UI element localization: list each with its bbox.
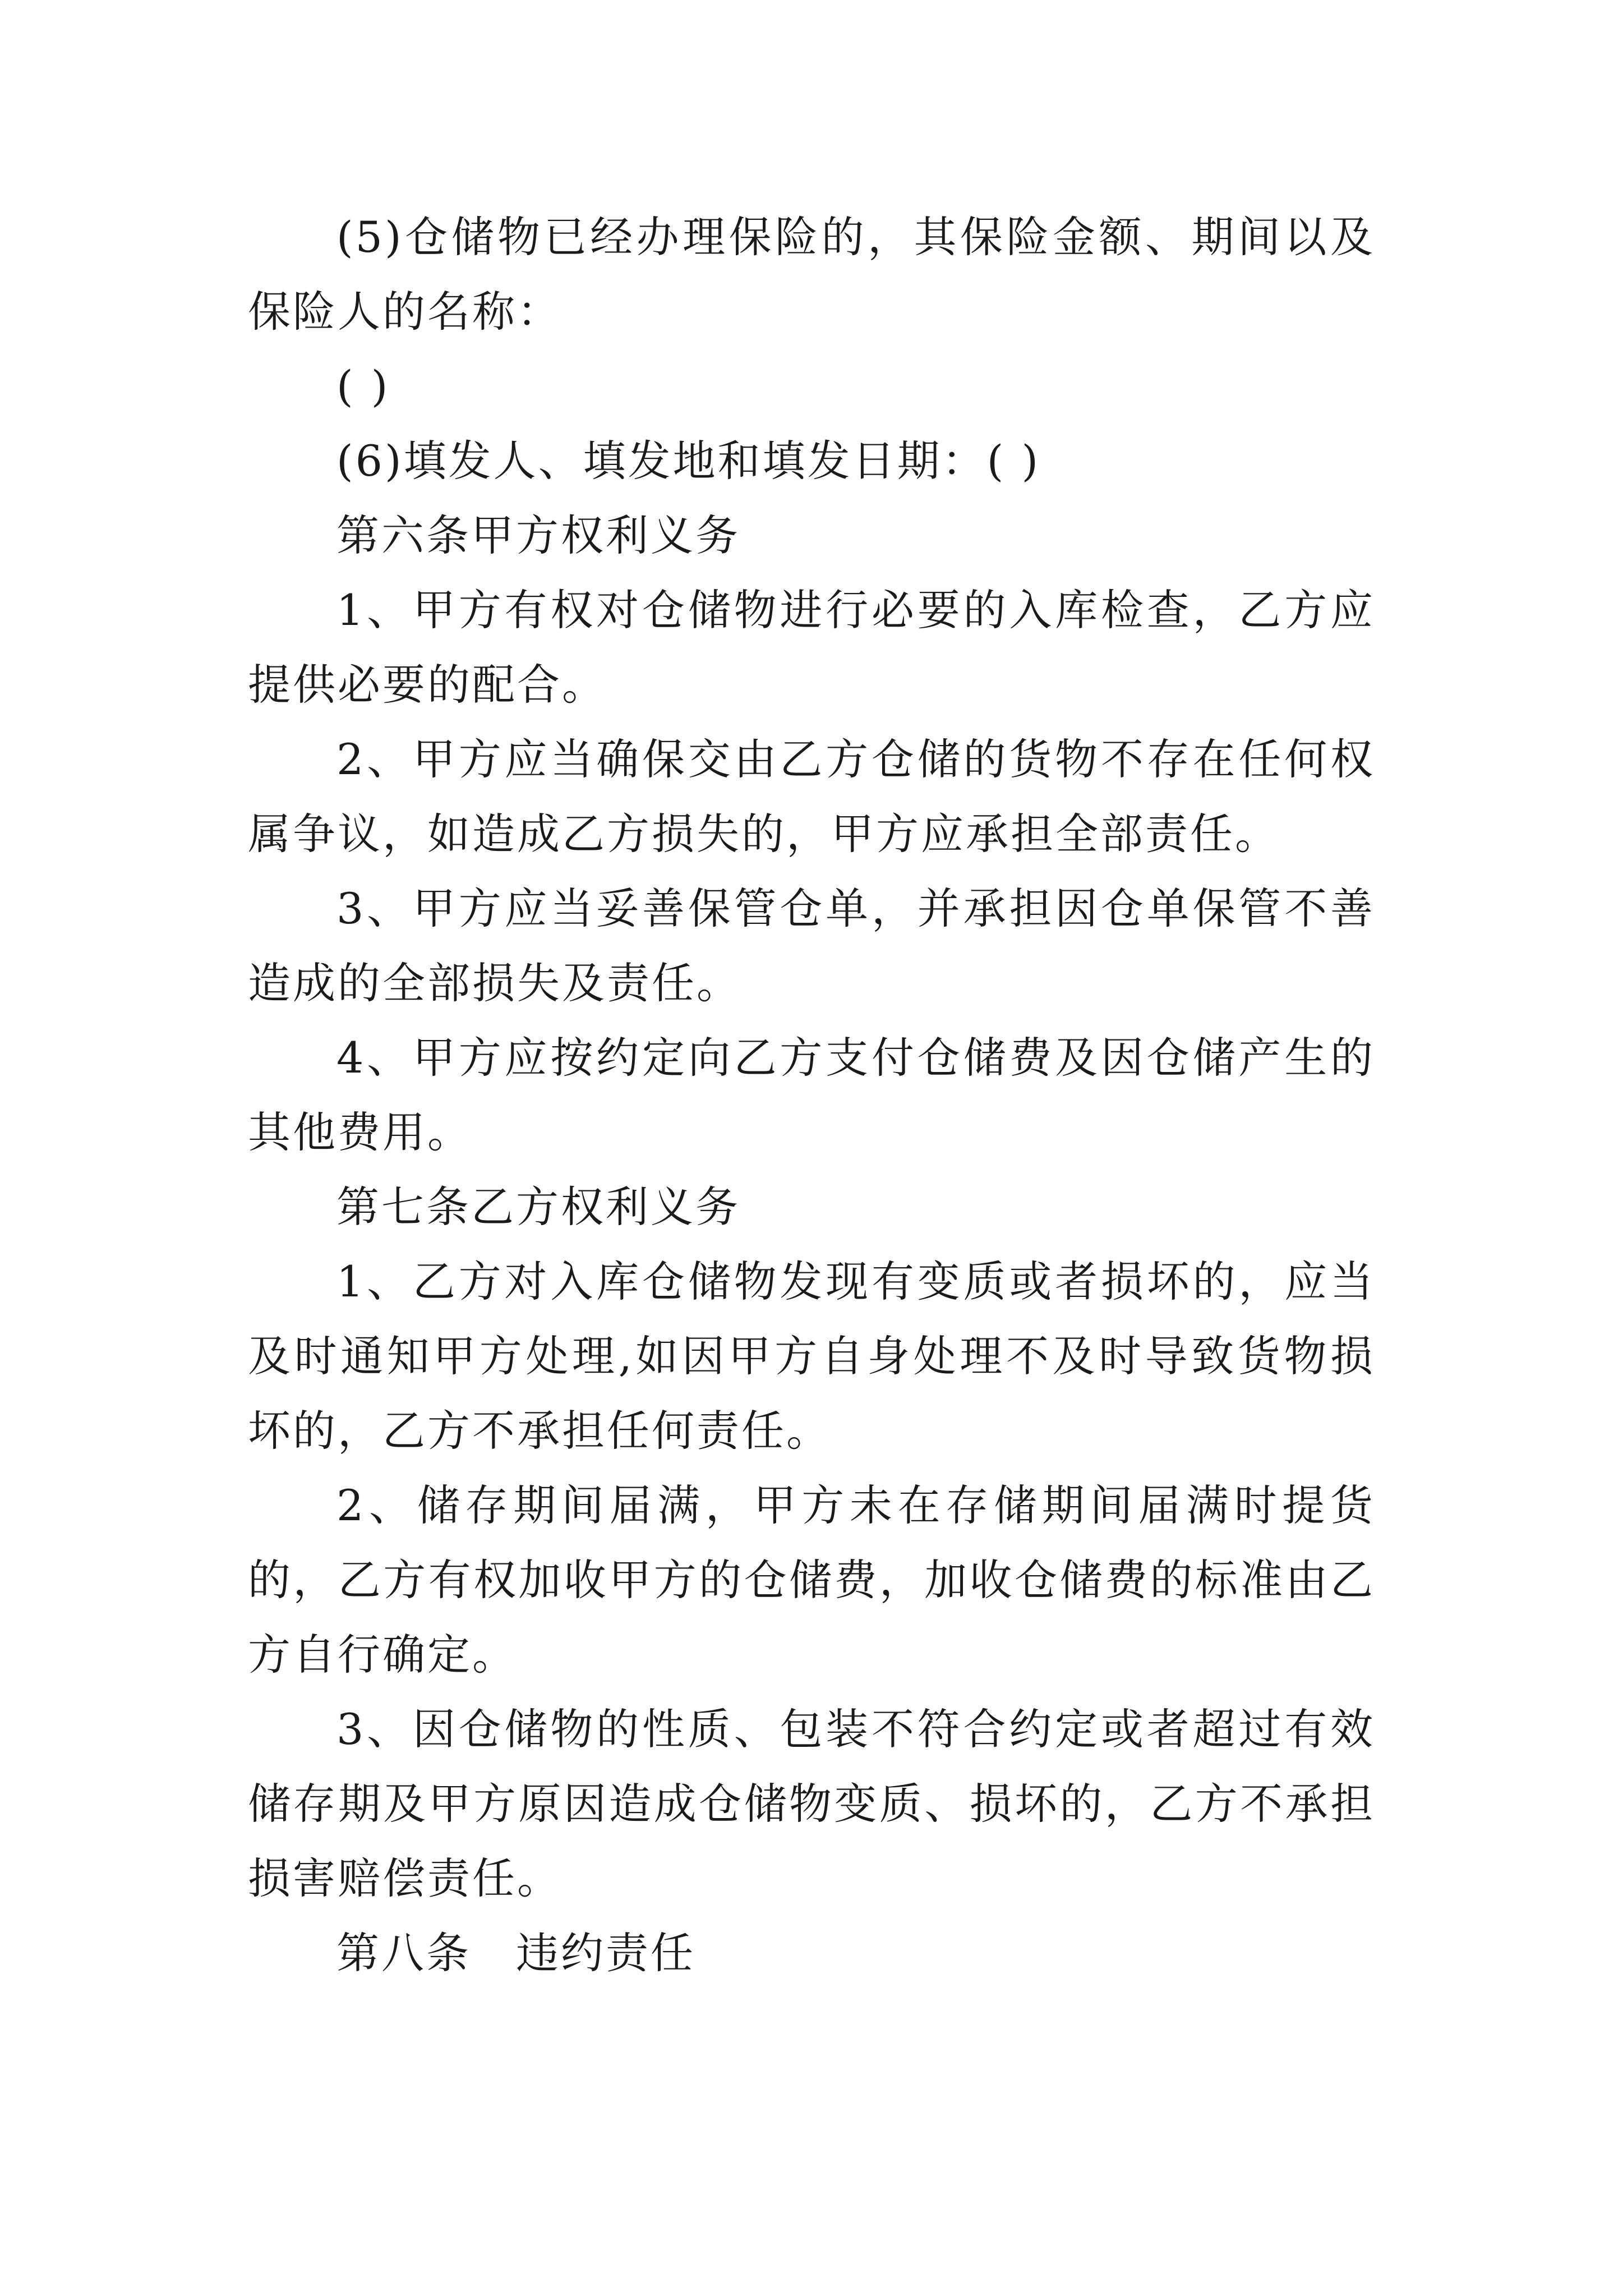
- heading-article-6: 第六条甲方权利义务: [336, 510, 740, 560]
- paragraph-article-7-item-2: 2、储存期间届满，甲方未在存储期间届满时提货的，乙方有权加收甲方的仓储费，加收仓储费的标准由乙方自行确定。: [248, 1480, 1375, 1680]
- heading-article-7: 第七条乙方权利义务: [336, 1182, 740, 1232]
- paragraph-article-7-item-3: 3、因仓储物的性质、包装不符合约定或者超过有效储存期及甲方原因造成仓储物变质、损坏的，乙方不承担损害赔偿责任。: [248, 1704, 1375, 1903]
- paragraph-clause-5-insurance: (5)仓储物已经办理保险的，其保险金额、期间以及保险人的名称：: [248, 212, 1375, 337]
- paragraph-article-6-item-2: 2、甲方应当确保交由乙方仓储的货物不存在任何权属争议，如造成乙方损失的，甲方应承担全部责任。: [248, 734, 1375, 859]
- document-body: [248, 200, 1375, 1990]
- paragraph-article-6-item-4: 4、甲方应按约定向乙方支付仓储费及因仓储产生的其他费用。: [248, 1033, 1375, 1157]
- paragraph-article-6-item-1: 1、甲方有权对仓储物进行必要的入库检查，乙方应提供必要的配合。: [248, 585, 1375, 710]
- paragraph-blank-parenthesis: ( ): [336, 361, 390, 411]
- paragraph-article-7-item-1: 1、乙方对入库仓储物发现有变质或者损坏的，应当及时通知甲方处理,如因甲方自身处理不及时导致货物损坏的，乙方不承担任何责任。: [248, 1257, 1375, 1456]
- heading-article-8: 第八条 违约责任: [336, 1928, 695, 1978]
- paragraph-article-6-item-3: 3、甲方应当妥善保管仓单，并承担因仓单保管不善造成的全部损失及责任。: [248, 884, 1375, 1008]
- paragraph-clause-6-issuer: (6)填发人、填发地和填发日期：( ): [336, 436, 1041, 486]
